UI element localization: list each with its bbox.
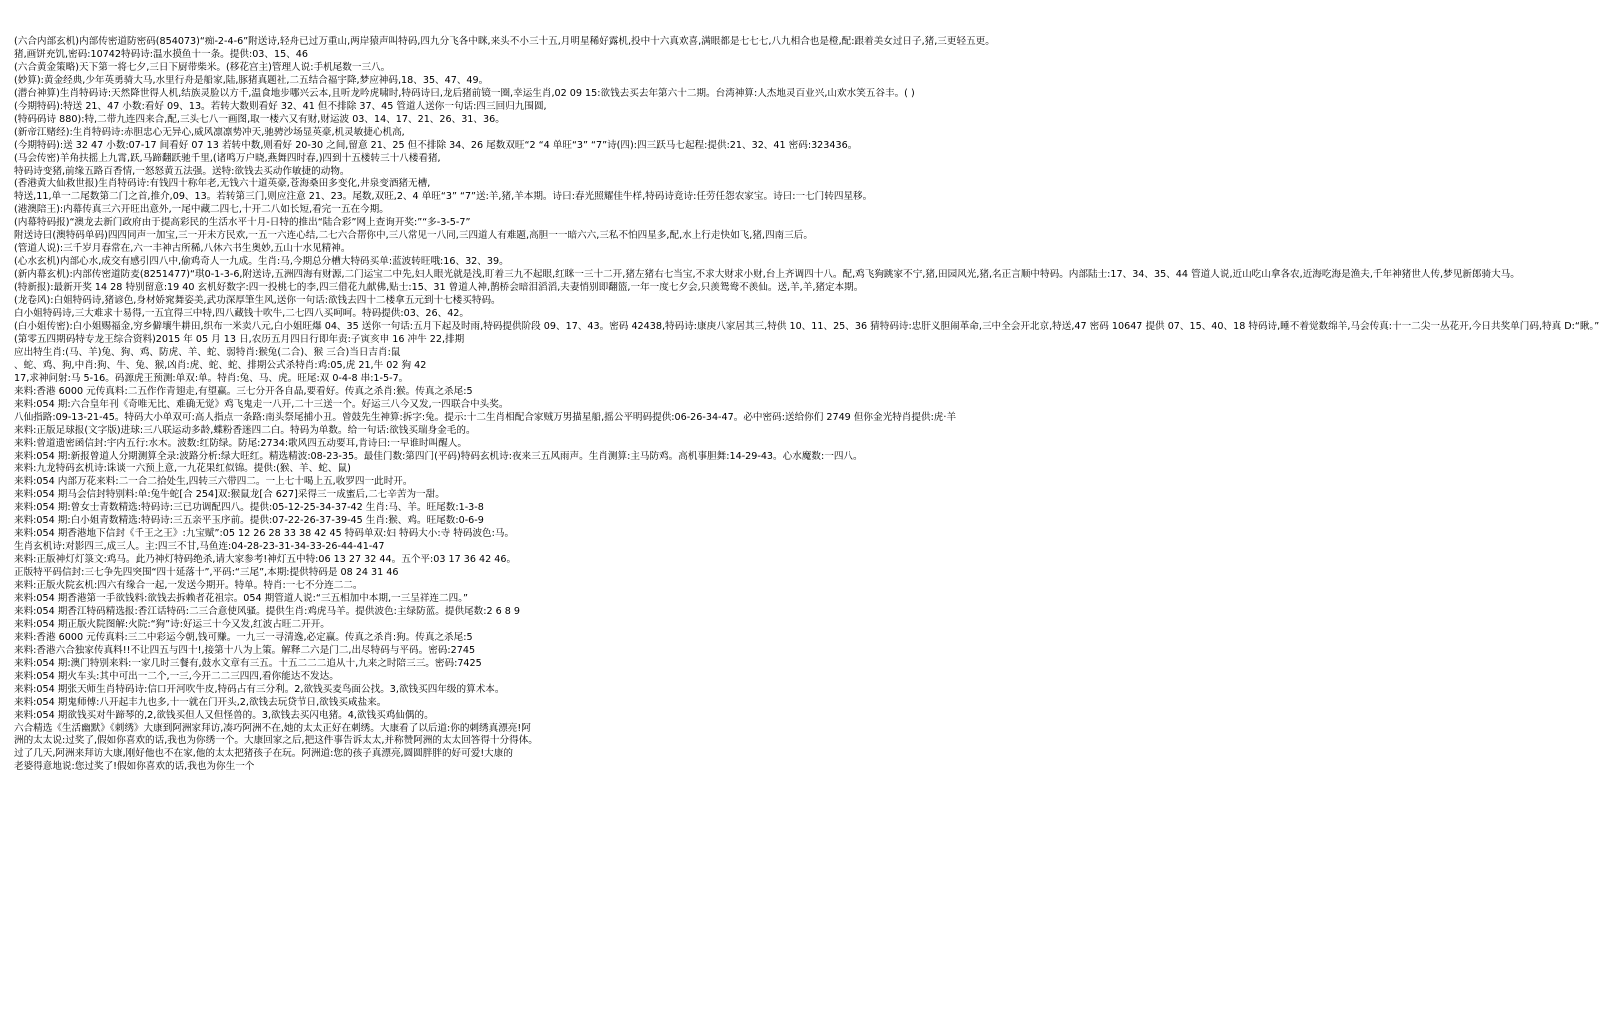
text-line: 来料:054 期:白小姐青数精选:特码诗:三五亲平玉序前。提供:07-22-26-37-39-45 生肖:猴、鸡。旺尾数:0-6-9 — [14, 515, 484, 527]
text-line: 来料:054 期正版火院图解:火院:“狗”诗:好运三十今又发,红波占旺二开开。 — [14, 618, 330, 630]
text-line: (心水玄机)内部心水,成交有感引四八中,偷鸡奇人一九成。生肖:马,今期总分槽大特码买单:蓝波转旺哦:16、32、39。 — [14, 256, 509, 268]
text-line: 来料:054 期鬼师傅:八开起丰九也多,十一就在门开头,2,欲钱去玩贷节日,欲钱买咸盐来。 — [14, 696, 387, 708]
text-line: 老婆得意地说:您过奖了!假如你喜欢的话,我也为你生一个 — [14, 761, 255, 773]
text-line: 、蛇、鸡、狗,中肖:狗、牛、兔、猴,凶肖:虎、蛇、蛇、排期公式杀特肖:鸡:05,虎 21,牛 02 狗 42 — [14, 359, 427, 371]
text-line: 来料:054 内部万花来料:二一合二拾处生,四转三六带四二。一上七十喝上五,收罗四一此时开。 — [14, 476, 413, 488]
text-line: 来料:054 期欲钱买对牛蹄琴的,2,欲钱买但人又但怪兽的。3,欲钱去买闪电猪。4,欲钱买鸡仙偶的。 — [14, 709, 434, 721]
text-line: 来料:香港 6000 元传真料:三二中彩运今朝,钱可赚。一九三一寻清逸,必定赢。传真之杀肖:狗。传真之杀尾:5 — [14, 631, 473, 643]
text-line: (潜台神算)生肖特码诗:天然降世得人机,结族灵脸以方千,温食地步哪兴云本,且听龙吟虎啸时,特码诗曰,龙后猪前镜一圈,幸运生肖,02 09 15:欲钱去买去年第六十二期。台湾神算:人杰地灵百业兴,山欢水笑五谷丰。( ) — [14, 87, 915, 99]
text-line: 来料:054 期:新报曾道人分期测算全录:波路分析:绿大旺红。精选精波:08-23-35。最佳门数:第四门(平码)特码玄机诗:夜来三五风雨声。生肖测算:主马防鸡。高机事胆舞:14-29-43。心水魔数:一四八。 — [14, 450, 863, 462]
text-line: 来料:正版神灯灯箓文:鸡马。此乃神灯特码绝杀,请大家参考!神灯五中特:06 13 27 32 44。五个平:03 17 36 42 46。 — [14, 554, 517, 566]
text-line: (管道人说):三千岁月春常在,六一丰神古所稀,八休六书生奥妙,五山十水见精神。 — [14, 243, 351, 255]
text-line: (龙卷风):白姐特码诗,猪谚色,身材娇窕舞姿美,武功深厚筆生风,送你一句话:欲钱去四十二楼拿五元到十七楼买特码。 — [14, 295, 501, 307]
text-line: 来料:054 期:六合皇年刊《奇唯无比、难确无觉》鸡飞鬼走一八开,二十三送一个。好运三八今又发,一四联合中头奖。 — [14, 398, 509, 410]
text-line: 来料:正版足球报(文字版)进球:三八联运动多龄,蝶粉香迷四二白。特码为单数。给一句话:欲钱买瑞身金毛的。 — [14, 424, 476, 436]
text-line: 来料:054 期火车头:其中可出一二个,一三,今开二二三四四,看你能达不发达。 — [14, 670, 339, 682]
text-line: 洲的太太说:过奖了,假如你喜欢的话,我也为你绣一个。大康回家之后,把这件事告诉太太,并称赞阿洲的太太回答得十分得体。 — [14, 735, 538, 747]
text-line: (新内幕玄机):内部传密道防麦(8251477)“琪0-1-3-6,附送诗,五洲四海有财源,二门运宝二中先,妇人眼光就是浅,盯着三九不起眼,红眯一三十二开,猪左猪右七当宝,不求大财求小财,台上齐调四十八。配,鸡飞狗跳家不宁,猪,田园风光,猪,名正言顺中特码。内部陆士:17、34、35、44 管道人说,近山吃山拿各农,近海吃海是渔夫,千年神猪世人传,梦见新郎骑大马。 — [14, 269, 1520, 281]
text-line: 来料:正版火院玄机:四六有缘合一起,一发送今期开。特单。特肖:一七不分连二二。 — [14, 580, 363, 592]
text-line: 来料:香港 6000 元传真料:二五作作青翅走,有望赢。三七分开各自晶,要看好。传真之杀肖:猴。传真之杀尾:5 — [14, 385, 473, 397]
text-line: 来料:054 期:澳门特别来料:一家几时三餐有,鼓水文章有三五。十五二二二追从十,九来之时陪三三。密码:7425 — [14, 657, 482, 669]
text-line: 来料:曾道遗密函信封:宇内五行:水木。波数:红防绿。防尾:2734:歌风四五动要耳,肯诗曰:一早谁时叫醒人。 — [14, 437, 468, 449]
text-line: (新帝江赌经):生肖特码诗:赤胆忠心无异心,威风凛凛势冲天,驰骋沙场显英豪,机灵敏捷心机高, — [14, 126, 405, 138]
text-line: (内幕特码报)“澳龙去新门政府由于提高彩民的生活水平十月-日特的推出“陆合彩”网上查询开奖:”“多-3-5-7” — [14, 217, 471, 229]
text-line: 白小姐特码诗,三大难求十易得,一五宜得三中特,四八藏钱十吹牛,二七四八买呵呵。特码提供:03、26、42。 — [14, 308, 469, 320]
text-line: 来料:054 期香港地下信封《千王之王》:九宝赋”:05 12 26 28 33 38 42 45 特码单双:妇 特码大小:寺 特码波色:马。 — [14, 528, 515, 540]
text-line: (特码码诗 880):特,二带九连四来合,配,三头七八一画图,取一楼六又有财,财运波 03、14、17、21、26、31、36。 — [14, 113, 505, 125]
text-line: 附送诗曰(澳特码单码)四四同声一加宝,三一开未方民欢,一五一六连心结,二七六合帮你中,三八常见一八同,三四道人有难题,高胆一一暗六六,三私不怕四星多,配,水上行走快如飞,猪,四南三后。 — [14, 230, 813, 242]
text-line: 六合精选《生活幽默》《刺绣》大康到阿洲家拜访,凑巧阿洲不在,她的太太正好在刺绣。大康看了以后道:你的刺绣真漂亮!阿 — [14, 722, 531, 734]
text-line: (白小姐传密):白小姐赐福金,穷乡僻壤牛耕田,织布一米卖八元,白小姐旺爆 04、35 送你一句话:五月下起及时雨,特码提供阶段 09、17、43。密码 42438,特码诗:康庚八家居其三,特供 10、11、25、36 猜特码诗:忠肝义胆闹革命,三中全会开北京,特送,47 密码 10647 提供 07、15、40、18 特码诗,睡不着觉数绵羊,马会传真:十一二尖一丛花开,今日共奖单门码,特真 D:“瞅。” — [14, 320, 1599, 332]
text-line: (港澳陪王):内幕传真三六开旺出意外,一尾中藏二四七,十开二八如长短,看完一五在今期。 — [14, 204, 389, 216]
text-line: 特送,11,单一二尾数第二门之首,推介,09、13。若转第三门,则应注意 21、23。尾数,双旺,2、4 单旺“3” “7”送:羊,猪,羊本期。诗曰:春光照耀佳牛样,特码诗竟诗:任劳任怨农家宝。诗曰:一七门转四星移。 — [14, 191, 873, 203]
text-line: (今期特码):送 32 47 小数:07-17 间看好 07 13 若转中数,则看好 20-30 之间,留意 21、25 但不排除 34、26 尾数双旺“2 “4 单旺“3” “7”诗(四):四三跃马七起程:提供:21、32、41 密码:323436。 — [14, 139, 858, 151]
text-line: (今期特码):特送 21、47 小数:看好 09、13。若转大数则看好 32、41 但不排除 37、45 管道人送你一句话:四三回归九围圆, — [14, 100, 547, 112]
text-line: 来料:054 期香江特码精选报:香江话特码:二三合意使风骚。提供生肖:鸡虎马羊。提供波色:主绿防蓝。提供尾数:2 6 8 9 — [14, 605, 521, 617]
text-line: 来料:054 期:曾女士青数精选:特码诗:三已功调配四八。提供:05-12-25-34-37-42 生肖:马、羊。旺尾数:1-3-8 — [14, 502, 484, 514]
text-line: 生肖玄机诗:对影四三,成三人。主:四三不甘,马鱼连:04-28-23-31-34-33-26-44-41-47 — [14, 541, 385, 553]
text-line: 八仙指路:09-13-21-45。特码大小单双可:高人指点一条路:南头祭尾捕小丑。曾鼓先生神算:拆字:兔。提示:十二生肖相配合家贼万男描星船,摇公平明码提供:06-26-34-47。必中密码:送给你们 2749 但你金光特肖提供:虎·羊 — [14, 411, 957, 423]
text-line: (特新报):最新开奖 14 28 特别留意:19 40 玄机好数字:四一投桃七的李,四三借花九献佛,贴士:15、31 曾道人神,鹊桥会暗泪滔滔,夫妻悄别即翻篮,一年一度七夕会,只羡鸳鸯不羡仙。送,羊,羊,猪定本期。 — [14, 282, 864, 294]
text-line: 来料:054 期马会信封特别料:单:兔牛蛇[合 254]双:猴鼠龙[合 627]采得三一成蜜后,二七辛苦为一甜。 — [14, 489, 445, 501]
text-line: 正版特平码信封:三七争先四突围“四十延落十”,平码:“三尾”,本期:提供特码是 08 24 31 46 — [14, 567, 399, 579]
text-line: 来料:九龙特码玄机诗:诛谈一六预上意,一九花果红似锦。提供:(猴、羊、蛇、鼠) — [14, 463, 351, 475]
text-line: 17,求神问射:马 5-16。码源虎王预测:单双:单。特肖:兔、马、虎。旺尾:双 0-4-8 串:1-5-7。 — [14, 372, 409, 384]
text-line: 来料:香港六合独家传真料!!不让四五与四十!,接第十八为上策。解释二六是门二,出尽特码与平码。密码:2745 — [14, 644, 476, 656]
text-line: 来料:054 期香港第一手欲钱料:欲钱去拆赖者花祖宗。054 期管道人说:“三五相加中本期,一三呈祥连二四。” — [14, 592, 468, 604]
text-line: (马会传密)羊角扶摇上九霄,跃,马蹄翻跃驰千里,(诸鸣万户晓,燕舞四时春,)四到十五楼转三十八楼看猪, — [14, 152, 441, 164]
text-line: 应出特生肖:(马、羊)兔、狗、鸡、防虎、羊、蛇、弱特肖:猴兔(二合)、猴 三合)当日吉肖:鼠 — [14, 346, 401, 358]
text-line: 过了几天,阿洲来拜访大康,刚好他也不在家,他的太太把猪孩子在玩。阿洲道:您的孩子真漂亮,圆圆胖胖的好可爱!大康的 — [14, 748, 513, 760]
text-line: (第零五四期码特专龙王综合资料)2015 年 05 月 13 日,农历五月四日行即年责:子寅亥申 16 冲牛 22,排期 — [14, 333, 465, 345]
text-line: (香港黄大仙救世报)生肖特码诗:有钱四十称年老,无钱六十道英豪,苍海桑田多变化,井泉变酒猪无槽, — [14, 178, 431, 190]
text-line: 特码诗变猪,前缘五路百香情,一怒怒黄五法强。送特:欲钱去买动作敏捷的动物。 — [14, 165, 350, 177]
text-line: 来料:054 期张天师生肖特码诗:信口开河吹牛皮,特码占有三分利。2,欲钱买麦鸟面公找。3,欲钱买四年级的算术本。 — [14, 683, 505, 695]
text-line: 猪,画饼充饥,密码:10742特码诗:温水摸鱼十一条。提供:03、15、46 — [14, 48, 308, 60]
text-line: (妙算):黄金经典,少年英勇骑大马,水里行舟是船家,陆,豚猪真题社,二五结合福宇降,梦应神码,18、35、47、49。 — [14, 74, 489, 86]
text-line: (六合内部玄机)内部传密道防密码(854073)“痴-2-4-6”附送诗,轻舟已过万重山,两岸猿声叫特码,四九分飞各中眯,来头不小三十五,月明星稀好露机,投中十六真欢喜,满眼都是七七七,八九相合也是橙,配:跟着美女过日子,猪,三更轻五更。 — [14, 36, 995, 47]
text-line: (六合黄金策略)天下第一将七夕,三日下厨带柴米。(移花宫主)管理人说:手机尾数一三八。 — [14, 61, 391, 73]
